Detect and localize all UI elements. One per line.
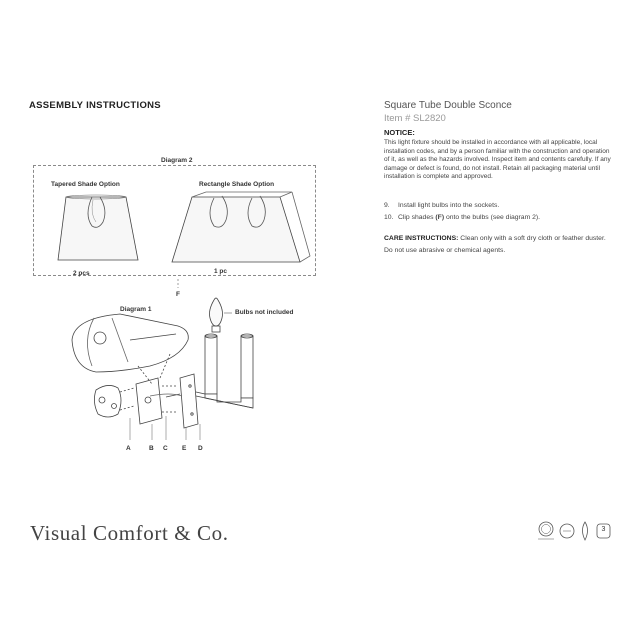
diagram1-title: Diagram 1 bbox=[120, 306, 152, 313]
product-title: Square Tube Double Sconce bbox=[384, 100, 512, 111]
bulbs-note: Bulbs not included bbox=[235, 309, 294, 316]
tapered-shade-label: Tapered Shade Option bbox=[51, 181, 120, 188]
page-title: ASSEMBLY INSTRUCTIONS bbox=[29, 100, 161, 111]
rectangle-quantity: 1 pc bbox=[214, 268, 228, 275]
junction-box-drawing bbox=[94, 385, 134, 417]
part-label-e: E bbox=[182, 445, 187, 452]
step-number: 9. bbox=[384, 202, 390, 209]
part-label-b: B bbox=[149, 445, 154, 452]
page-number: 3 bbox=[601, 526, 606, 533]
care-heading: CARE INSTRUCTIONS: bbox=[384, 235, 459, 242]
care-text: Clean only with a soft dry cloth or feather duster. Do not use abrasive or chemical agents. bbox=[384, 235, 606, 254]
detail-callout bbox=[72, 314, 188, 384]
step-text: Install light bulbs into the sockets. bbox=[398, 202, 500, 209]
sconce-drawing bbox=[196, 334, 253, 408]
step-text: Clip shades bbox=[398, 214, 436, 221]
item-number: Item # SL2820 bbox=[384, 113, 446, 124]
tapered-quantity: 2 pcs bbox=[73, 270, 90, 277]
part-label-c: C bbox=[163, 445, 168, 452]
brand-logo: Visual Comfort & Co. bbox=[30, 521, 229, 545]
rectangle-shade-label: Rectangle Shade Option bbox=[199, 181, 275, 188]
backplate-drawing bbox=[180, 374, 198, 428]
part-label-a: A bbox=[126, 445, 131, 452]
notice-text: This light fixture should be installed in accordance with all applicable, local installation codes, and by a person familiar with the construction and operation of it, as well as the hazards involved. Inspect item and contents carefully. If any damage or defect is found, do not install. Retain all packaging material until installation is complete and approved. bbox=[384, 139, 611, 181]
notice-heading: NOTICE: bbox=[384, 128, 415, 137]
bulb-type-icon bbox=[583, 522, 588, 540]
step-part-ref: (F) bbox=[435, 214, 445, 221]
step-number: 10. bbox=[384, 214, 394, 221]
part-label-d: D bbox=[198, 445, 203, 452]
tapered-shade-drawing bbox=[58, 195, 138, 260]
diagram2-title: Diagram 2 bbox=[161, 157, 193, 164]
rectangle-shade-drawing bbox=[172, 192, 310, 262]
step-text-end: onto the bulbs (see diagram 2). bbox=[444, 214, 541, 221]
mounting-hardware bbox=[136, 378, 182, 424]
part-label-f: F bbox=[176, 291, 180, 298]
certification-mark-icon bbox=[538, 522, 554, 539]
compliance-badge-icon bbox=[560, 524, 574, 538]
bulb-drawing bbox=[210, 298, 233, 332]
